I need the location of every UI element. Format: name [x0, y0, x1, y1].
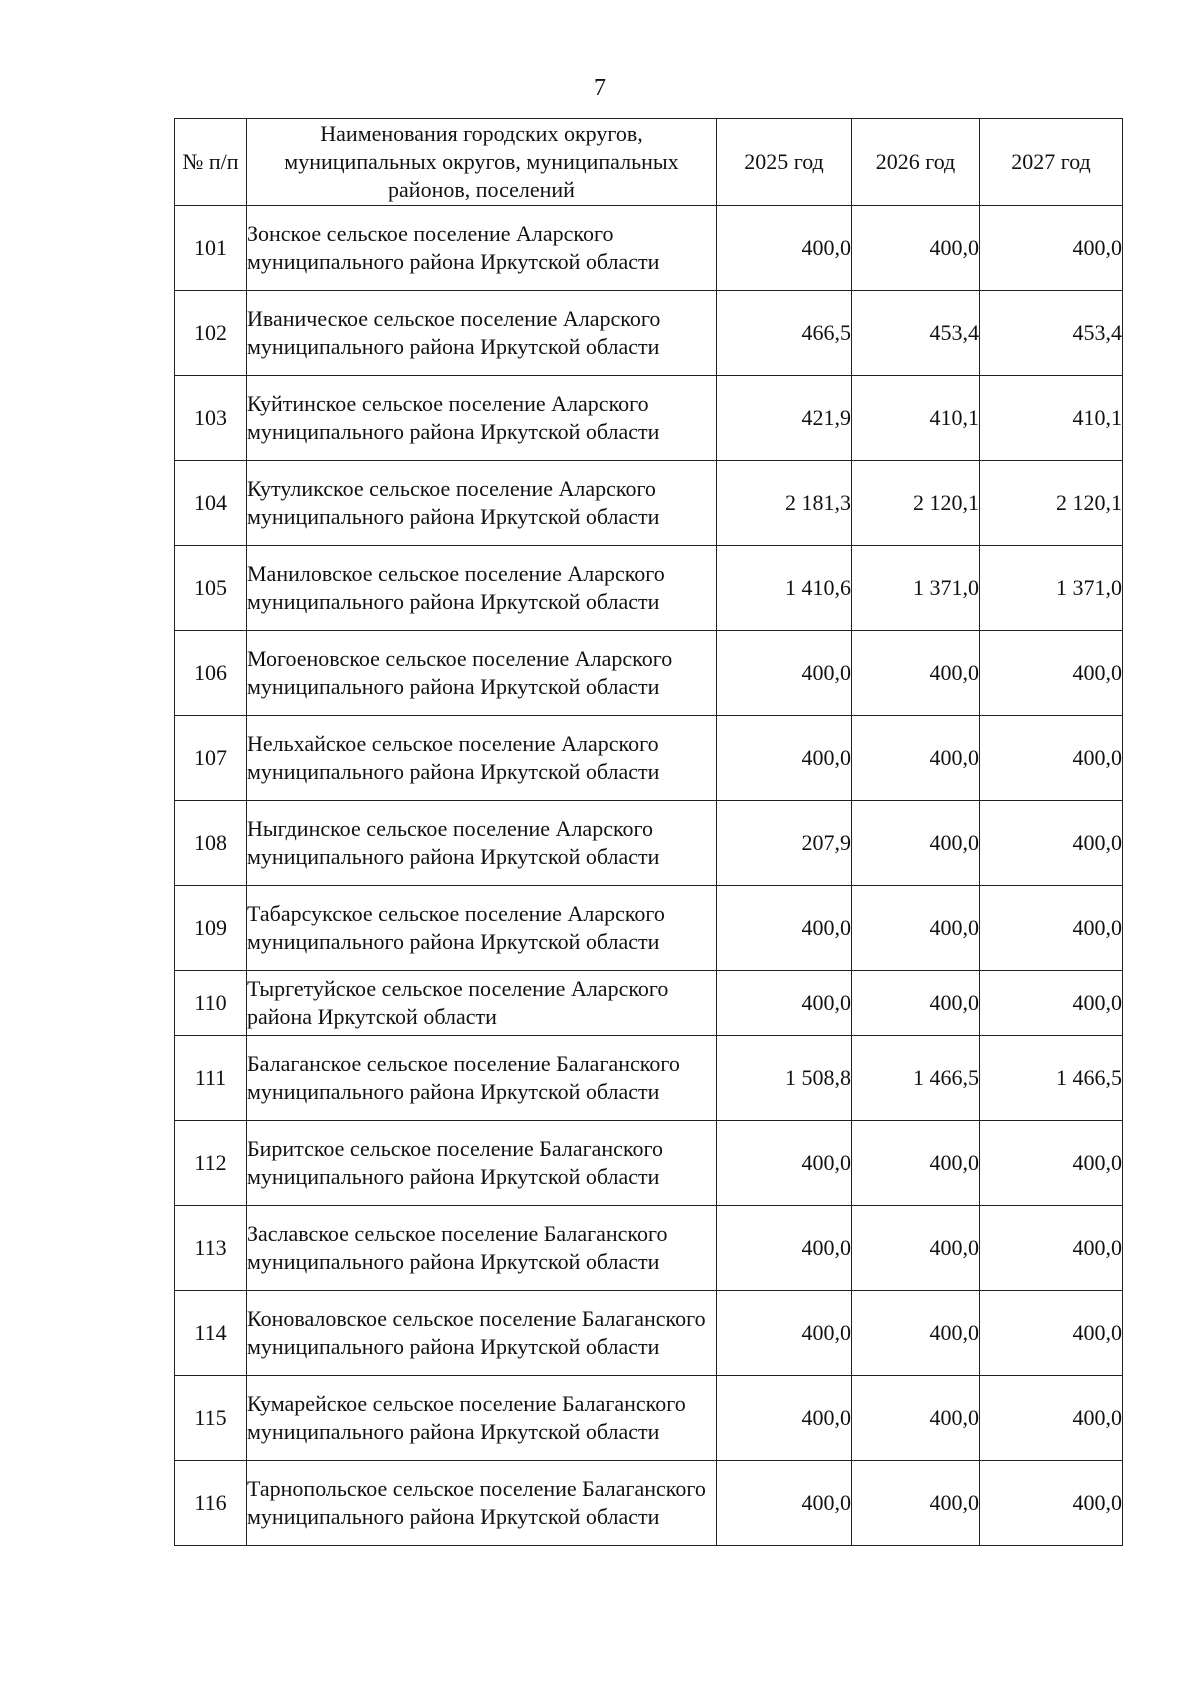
row-value-2025: 400,0 — [717, 631, 852, 716]
row-value-2026: 400,0 — [852, 716, 980, 801]
header-num: № п/п — [175, 119, 247, 206]
row-value-2027: 453,4 — [980, 291, 1123, 376]
row-value-2025: 400,0 — [717, 1206, 852, 1291]
row-value-2025: 400,0 — [717, 1121, 852, 1206]
row-value-2027: 400,0 — [980, 1206, 1123, 1291]
row-name: Балаганское сельское поселение Балаганского муниципального района Иркутской области — [247, 1036, 717, 1121]
row-number: 105 — [175, 546, 247, 631]
row-value-2026: 400,0 — [852, 1461, 980, 1546]
row-value-2027: 1 371,0 — [980, 546, 1123, 631]
row-name: Иваническое сельское поселение Аларского муниципального района Иркутской области — [247, 291, 717, 376]
row-value-2027: 1 466,5 — [980, 1036, 1123, 1121]
row-value-2025: 400,0 — [717, 1291, 852, 1376]
table-row — [175, 1206, 1123, 1291]
table-row — [175, 886, 1123, 971]
row-value-2027: 410,1 — [980, 376, 1123, 461]
header-row — [175, 119, 1123, 206]
row-name: Нельхайское сельское поселение Аларского муниципального района Иркутской области — [247, 716, 717, 801]
row-value-2025: 1 410,6 — [717, 546, 852, 631]
row-value-2025: 1 508,8 — [717, 1036, 852, 1121]
row-value-2026: 400,0 — [852, 1121, 980, 1206]
row-value-2026: 400,0 — [852, 631, 980, 716]
row-value-2025: 400,0 — [717, 1376, 852, 1461]
table-row — [175, 631, 1123, 716]
row-name: Кумарейское сельское поселение Балаганского муниципального района Иркутской области — [247, 1376, 717, 1461]
table-row — [175, 1036, 1123, 1121]
row-number: 115 — [175, 1376, 247, 1461]
header-2026: 2026 год — [852, 119, 980, 206]
row-name: Коноваловское сельское поселение Балаганского муниципального района Иркутской области — [247, 1291, 717, 1376]
row-name: Табарсукское сельское поселение Аларского муниципального района Иркутской области — [247, 886, 717, 971]
table-row — [175, 376, 1123, 461]
row-value-2026: 1 466,5 — [852, 1036, 980, 1121]
row-value-2025: 207,9 — [717, 801, 852, 886]
row-value-2027: 400,0 — [980, 1291, 1123, 1376]
row-value-2025: 400,0 — [717, 1461, 852, 1546]
table-row — [175, 971, 1123, 1036]
row-value-2026: 2 120,1 — [852, 461, 980, 546]
row-value-2026: 400,0 — [852, 886, 980, 971]
row-number: 106 — [175, 631, 247, 716]
row-value-2026: 400,0 — [852, 1376, 980, 1461]
row-name: Заславское сельское поселение Балаганского муниципального района Иркутской области — [247, 1206, 717, 1291]
table-header — [175, 119, 1123, 206]
row-value-2025: 400,0 — [717, 971, 852, 1036]
table-row — [175, 291, 1123, 376]
row-value-2027: 2 120,1 — [980, 461, 1123, 546]
row-value-2026: 410,1 — [852, 376, 980, 461]
row-name: Куйтинское сельское поселение Аларского муниципального района Иркутской области — [247, 376, 717, 461]
row-value-2027: 400,0 — [980, 886, 1123, 971]
table-row — [175, 1376, 1123, 1461]
header-name: Наименования городских округов, муниципальных округов, муниципальных районов, поселений — [247, 119, 717, 206]
row-value-2025: 2 181,3 — [717, 461, 852, 546]
allocation-table — [174, 118, 1123, 1546]
row-value-2025: 400,0 — [717, 886, 852, 971]
table-row — [175, 461, 1123, 546]
row-name: Биритское сельское поселение Балаганского муниципального района Иркутской области — [247, 1121, 717, 1206]
row-number: 112 — [175, 1121, 247, 1206]
table-row — [175, 206, 1123, 291]
row-value-2026: 1 371,0 — [852, 546, 980, 631]
page-number: 7 — [594, 75, 606, 101]
row-name: Маниловское сельское поселение Аларского муниципального района Иркутской области — [247, 546, 717, 631]
table-row — [175, 546, 1123, 631]
row-name: Ныгдинское сельское поселение Аларского муниципального района Иркутской области — [247, 801, 717, 886]
table-row — [175, 801, 1123, 886]
row-value-2027: 400,0 — [980, 1376, 1123, 1461]
row-value-2025: 400,0 — [717, 716, 852, 801]
row-number: 109 — [175, 886, 247, 971]
row-name: Зонское сельское поселение Аларского муниципального района Иркутской области — [247, 206, 717, 291]
table-body — [175, 206, 1123, 1546]
table-row — [175, 1461, 1123, 1546]
row-value-2025: 466,5 — [717, 291, 852, 376]
row-number: 110 — [175, 971, 247, 1036]
row-value-2027: 400,0 — [980, 631, 1123, 716]
row-value-2026: 453,4 — [852, 291, 980, 376]
row-number: 114 — [175, 1291, 247, 1376]
row-number: 116 — [175, 1461, 247, 1546]
row-number: 102 — [175, 291, 247, 376]
row-value-2027: 400,0 — [980, 971, 1123, 1036]
row-name: Кутуликское сельское поселение Аларского муниципального района Иркутской области — [247, 461, 717, 546]
row-number: 104 — [175, 461, 247, 546]
row-value-2026: 400,0 — [852, 971, 980, 1036]
header-2027: 2027 год — [980, 119, 1123, 206]
header-2025: 2025 год — [717, 119, 852, 206]
row-value-2026: 400,0 — [852, 1291, 980, 1376]
row-name: Могоеновское сельское поселение Аларского муниципального района Иркутской области — [247, 631, 717, 716]
table-row — [175, 716, 1123, 801]
row-value-2027: 400,0 — [980, 801, 1123, 886]
row-value-2027: 400,0 — [980, 1121, 1123, 1206]
row-name: Тыргетуйское сельское поселение Аларского района Иркутской области — [247, 971, 717, 1036]
row-value-2026: 400,0 — [852, 801, 980, 886]
table-row — [175, 1291, 1123, 1376]
row-value-2026: 400,0 — [852, 1206, 980, 1291]
row-name: Тарнопольское сельское поселение Балаганского муниципального района Иркутской области — [247, 1461, 717, 1546]
row-number: 107 — [175, 716, 247, 801]
row-value-2025: 400,0 — [717, 206, 852, 291]
row-value-2025: 421,9 — [717, 376, 852, 461]
row-value-2026: 400,0 — [852, 206, 980, 291]
row-number: 101 — [175, 206, 247, 291]
table-row — [175, 1121, 1123, 1206]
row-value-2027: 400,0 — [980, 716, 1123, 801]
row-value-2027: 400,0 — [980, 206, 1123, 291]
row-number: 108 — [175, 801, 247, 886]
row-number: 103 — [175, 376, 247, 461]
row-number: 113 — [175, 1206, 247, 1291]
row-number: 111 — [175, 1036, 247, 1121]
row-value-2027: 400,0 — [980, 1461, 1123, 1546]
